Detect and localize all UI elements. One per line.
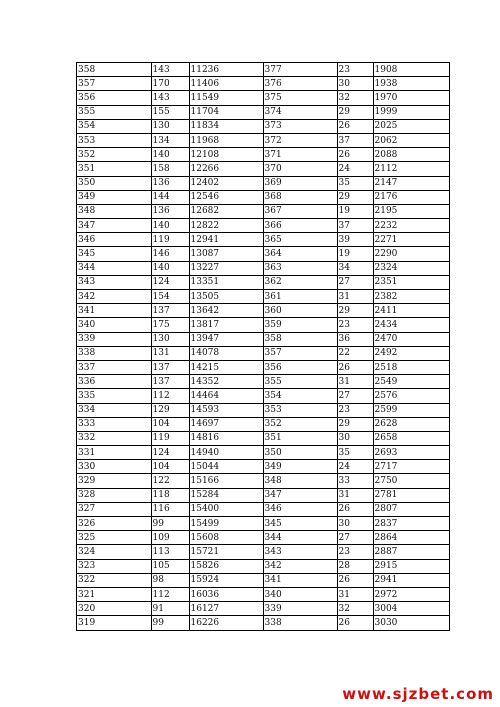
cell-score-b: 351 bbox=[263, 431, 337, 445]
cell-cumulative-a: 12266 bbox=[189, 162, 263, 176]
table-row bbox=[77, 474, 449, 488]
cell-count-a: 170 bbox=[151, 77, 189, 91]
cell-score-a: 329 bbox=[77, 474, 151, 488]
score-table-body bbox=[77, 63, 449, 631]
cell-count-b: 27 bbox=[337, 275, 373, 289]
cell-score-b: 358 bbox=[263, 332, 337, 346]
cell-score-a: 344 bbox=[77, 261, 151, 275]
table-row bbox=[77, 219, 449, 233]
cell-cumulative-a: 14816 bbox=[189, 431, 263, 445]
cell-cumulative-a: 15284 bbox=[189, 488, 263, 502]
cell-score-a: 354 bbox=[77, 119, 151, 133]
cell-count-b: 35 bbox=[337, 446, 373, 460]
cell-cumulative-b: 2941 bbox=[373, 573, 449, 587]
cell-count-b: 26 bbox=[337, 360, 373, 374]
cell-count-a: 122 bbox=[151, 474, 189, 488]
cell-cumulative-a: 11968 bbox=[189, 133, 263, 147]
cell-score-a: 339 bbox=[77, 332, 151, 346]
cell-cumulative-a: 13817 bbox=[189, 318, 263, 332]
table-row bbox=[77, 616, 449, 630]
cell-score-a: 327 bbox=[77, 502, 151, 516]
table-row bbox=[77, 162, 449, 176]
cell-cumulative-a: 14078 bbox=[189, 346, 263, 360]
cell-score-b: 369 bbox=[263, 176, 337, 190]
cell-count-b: 31 bbox=[337, 375, 373, 389]
cell-score-a: 330 bbox=[77, 460, 151, 474]
cell-cumulative-b: 3030 bbox=[373, 616, 449, 630]
cell-score-a: 340 bbox=[77, 318, 151, 332]
cell-count-a: 119 bbox=[151, 431, 189, 445]
table-row bbox=[77, 559, 449, 573]
cell-count-a: 155 bbox=[151, 105, 189, 119]
cell-count-a: 99 bbox=[151, 517, 189, 531]
cell-count-a: 158 bbox=[151, 162, 189, 176]
cell-score-a: 323 bbox=[77, 559, 151, 573]
table-row bbox=[77, 360, 449, 374]
table-row bbox=[77, 332, 449, 346]
cell-score-a: 351 bbox=[77, 162, 151, 176]
cell-count-b: 27 bbox=[337, 389, 373, 403]
cell-score-a: 334 bbox=[77, 403, 151, 417]
cell-cumulative-a: 13947 bbox=[189, 332, 263, 346]
table-row bbox=[77, 275, 449, 289]
cell-count-a: 136 bbox=[151, 204, 189, 218]
cell-count-a: 137 bbox=[151, 360, 189, 374]
cell-count-a: 129 bbox=[151, 403, 189, 417]
cell-cumulative-a: 13351 bbox=[189, 275, 263, 289]
cell-count-b: 19 bbox=[337, 204, 373, 218]
cell-count-b: 23 bbox=[337, 63, 373, 77]
cell-count-a: 143 bbox=[151, 63, 189, 77]
cell-count-a: 104 bbox=[151, 417, 189, 431]
cell-cumulative-a: 12402 bbox=[189, 176, 263, 190]
cell-count-b: 26 bbox=[337, 119, 373, 133]
cell-score-a: 341 bbox=[77, 304, 151, 318]
cell-score-b: 375 bbox=[263, 91, 337, 105]
cell-count-a: 98 bbox=[151, 573, 189, 587]
cell-score-a: 325 bbox=[77, 531, 151, 545]
cell-count-b: 37 bbox=[337, 133, 373, 147]
cell-count-b: 30 bbox=[337, 77, 373, 91]
cell-score-a: 352 bbox=[77, 148, 151, 162]
cell-count-a: 137 bbox=[151, 375, 189, 389]
cell-cumulative-b: 2434 bbox=[373, 318, 449, 332]
cell-cumulative-a: 15924 bbox=[189, 573, 263, 587]
table-row bbox=[77, 233, 449, 247]
table-row bbox=[77, 587, 449, 601]
cell-count-b: 34 bbox=[337, 261, 373, 275]
cell-score-b: 357 bbox=[263, 346, 337, 360]
cell-score-a: 343 bbox=[77, 275, 151, 289]
table-row bbox=[77, 446, 449, 460]
cell-score-b: 366 bbox=[263, 219, 337, 233]
cell-count-b: 32 bbox=[337, 91, 373, 105]
cell-cumulative-b: 2492 bbox=[373, 346, 449, 360]
cell-count-b: 31 bbox=[337, 587, 373, 601]
cell-count-b: 23 bbox=[337, 403, 373, 417]
cell-count-a: 143 bbox=[151, 91, 189, 105]
cell-count-a: 109 bbox=[151, 531, 189, 545]
cell-cumulative-b: 2232 bbox=[373, 219, 449, 233]
score-table bbox=[77, 62, 449, 631]
cell-score-a: 355 bbox=[77, 105, 151, 119]
cell-count-b: 37 bbox=[337, 219, 373, 233]
cell-count-b: 23 bbox=[337, 318, 373, 332]
cell-score-b: 367 bbox=[263, 204, 337, 218]
table-row bbox=[77, 190, 449, 204]
cell-cumulative-a: 12822 bbox=[189, 219, 263, 233]
cell-count-a: 154 bbox=[151, 290, 189, 304]
cell-count-b: 26 bbox=[337, 573, 373, 587]
table-row bbox=[77, 119, 449, 133]
cell-score-b: 365 bbox=[263, 233, 337, 247]
cell-count-a: 112 bbox=[151, 389, 189, 403]
cell-cumulative-b: 1938 bbox=[373, 77, 449, 91]
cell-count-b: 24 bbox=[337, 460, 373, 474]
cell-score-a: 326 bbox=[77, 517, 151, 531]
cell-cumulative-b: 2271 bbox=[373, 233, 449, 247]
cell-count-a: 105 bbox=[151, 559, 189, 573]
cell-cumulative-a: 13227 bbox=[189, 261, 263, 275]
cell-count-a: 144 bbox=[151, 190, 189, 204]
cell-count-a: 131 bbox=[151, 346, 189, 360]
cell-score-b: 368 bbox=[263, 190, 337, 204]
cell-score-b: 361 bbox=[263, 290, 337, 304]
cell-score-a: 322 bbox=[77, 573, 151, 587]
cell-cumulative-a: 15499 bbox=[189, 517, 263, 531]
table-row bbox=[77, 290, 449, 304]
table-row bbox=[77, 63, 449, 77]
cell-cumulative-b: 2549 bbox=[373, 375, 449, 389]
cell-score-b: 376 bbox=[263, 77, 337, 91]
cell-cumulative-a: 16036 bbox=[189, 587, 263, 601]
cell-score-b: 353 bbox=[263, 403, 337, 417]
cell-count-b: 33 bbox=[337, 474, 373, 488]
cell-count-b: 26 bbox=[337, 502, 373, 516]
cell-count-b: 28 bbox=[337, 559, 373, 573]
cell-score-a: 328 bbox=[77, 488, 151, 502]
cell-score-a: 333 bbox=[77, 417, 151, 431]
table-row bbox=[77, 148, 449, 162]
cell-count-a: 134 bbox=[151, 133, 189, 147]
cell-cumulative-a: 15826 bbox=[189, 559, 263, 573]
cell-count-b: 22 bbox=[337, 346, 373, 360]
cell-count-b: 29 bbox=[337, 190, 373, 204]
cell-cumulative-b: 2290 bbox=[373, 247, 449, 261]
cell-cumulative-a: 11834 bbox=[189, 119, 263, 133]
cell-count-a: 99 bbox=[151, 616, 189, 630]
cell-cumulative-b: 2470 bbox=[373, 332, 449, 346]
cell-count-b: 31 bbox=[337, 488, 373, 502]
cell-count-b: 26 bbox=[337, 148, 373, 162]
cell-cumulative-b: 2324 bbox=[373, 261, 449, 275]
cell-score-b: 348 bbox=[263, 474, 337, 488]
cell-cumulative-a: 16226 bbox=[189, 616, 263, 630]
table-row bbox=[77, 460, 449, 474]
cell-count-b: 35 bbox=[337, 176, 373, 190]
cell-cumulative-a: 12682 bbox=[189, 204, 263, 218]
cell-score-a: 331 bbox=[77, 446, 151, 460]
cell-cumulative-a: 16127 bbox=[189, 602, 263, 616]
table-row bbox=[77, 91, 449, 105]
cell-count-a: 124 bbox=[151, 446, 189, 460]
cell-cumulative-b: 2972 bbox=[373, 587, 449, 601]
table-row bbox=[77, 375, 449, 389]
cell-count-b: 30 bbox=[337, 517, 373, 531]
cell-score-a: 353 bbox=[77, 133, 151, 147]
cell-score-b: 377 bbox=[263, 63, 337, 77]
cell-count-a: 104 bbox=[151, 460, 189, 474]
cell-score-a: 350 bbox=[77, 176, 151, 190]
cell-count-b: 31 bbox=[337, 290, 373, 304]
cell-cumulative-a: 11549 bbox=[189, 91, 263, 105]
cell-score-b: 352 bbox=[263, 417, 337, 431]
table-row bbox=[77, 545, 449, 559]
table-row bbox=[77, 346, 449, 360]
table-row bbox=[77, 77, 449, 91]
table-row bbox=[77, 403, 449, 417]
cell-count-a: 130 bbox=[151, 119, 189, 133]
cell-cumulative-a: 13087 bbox=[189, 247, 263, 261]
table-row bbox=[77, 304, 449, 318]
cell-count-a: 112 bbox=[151, 587, 189, 601]
cell-cumulative-b: 2750 bbox=[373, 474, 449, 488]
cell-score-a: 320 bbox=[77, 602, 151, 616]
cell-cumulative-b: 2717 bbox=[373, 460, 449, 474]
cell-score-b: 374 bbox=[263, 105, 337, 119]
cell-cumulative-b: 2518 bbox=[373, 360, 449, 374]
cell-cumulative-b: 2176 bbox=[373, 190, 449, 204]
cell-score-a: 335 bbox=[77, 389, 151, 403]
cell-score-a: 342 bbox=[77, 290, 151, 304]
cell-score-b: 360 bbox=[263, 304, 337, 318]
cell-cumulative-a: 14464 bbox=[189, 389, 263, 403]
cell-count-b: 29 bbox=[337, 304, 373, 318]
table-row bbox=[77, 502, 449, 516]
site-watermark: www.sjzbet.com bbox=[342, 685, 494, 703]
cell-cumulative-b: 2411 bbox=[373, 304, 449, 318]
cell-score-a: 337 bbox=[77, 360, 151, 374]
cell-cumulative-a: 12108 bbox=[189, 148, 263, 162]
cell-cumulative-b: 2658 bbox=[373, 431, 449, 445]
cell-cumulative-b: 2807 bbox=[373, 502, 449, 516]
cell-cumulative-b: 2887 bbox=[373, 545, 449, 559]
cell-cumulative-a: 11704 bbox=[189, 105, 263, 119]
cell-score-a: 332 bbox=[77, 431, 151, 445]
cell-count-b: 27 bbox=[337, 531, 373, 545]
cell-cumulative-b: 2915 bbox=[373, 559, 449, 573]
table-row bbox=[77, 176, 449, 190]
cell-score-b: 350 bbox=[263, 446, 337, 460]
cell-score-a: 356 bbox=[77, 91, 151, 105]
cell-score-b: 362 bbox=[263, 275, 337, 289]
cell-cumulative-a: 14593 bbox=[189, 403, 263, 417]
cell-cumulative-a: 13505 bbox=[189, 290, 263, 304]
cell-score-a: 345 bbox=[77, 247, 151, 261]
cell-cumulative-a: 12546 bbox=[189, 190, 263, 204]
cell-score-b: 364 bbox=[263, 247, 337, 261]
cell-count-a: 124 bbox=[151, 275, 189, 289]
cell-score-a: 321 bbox=[77, 587, 151, 601]
cell-cumulative-b: 1908 bbox=[373, 63, 449, 77]
cell-cumulative-a: 15608 bbox=[189, 531, 263, 545]
cell-count-a: 140 bbox=[151, 261, 189, 275]
table-row bbox=[77, 318, 449, 332]
table-row bbox=[77, 105, 449, 119]
cell-cumulative-b: 2693 bbox=[373, 446, 449, 460]
cell-score-a: 338 bbox=[77, 346, 151, 360]
cell-count-a: 119 bbox=[151, 233, 189, 247]
cell-count-b: 19 bbox=[337, 247, 373, 261]
cell-cumulative-a: 15166 bbox=[189, 474, 263, 488]
cell-count-b: 30 bbox=[337, 431, 373, 445]
table-row bbox=[77, 389, 449, 403]
cell-score-b: 371 bbox=[263, 148, 337, 162]
cell-cumulative-a: 14697 bbox=[189, 417, 263, 431]
cell-score-a: 349 bbox=[77, 190, 151, 204]
table-row bbox=[77, 417, 449, 431]
cell-count-a: 175 bbox=[151, 318, 189, 332]
cell-cumulative-b: 2628 bbox=[373, 417, 449, 431]
cell-count-a: 116 bbox=[151, 502, 189, 516]
cell-cumulative-b: 2576 bbox=[373, 389, 449, 403]
cell-cumulative-b: 2062 bbox=[373, 133, 449, 147]
cell-cumulative-a: 11406 bbox=[189, 77, 263, 91]
cell-cumulative-b: 2781 bbox=[373, 488, 449, 502]
cell-score-a: 336 bbox=[77, 375, 151, 389]
cell-count-b: 23 bbox=[337, 545, 373, 559]
cell-score-a: 319 bbox=[77, 616, 151, 630]
cell-cumulative-a: 15044 bbox=[189, 460, 263, 474]
cell-score-b: 346 bbox=[263, 502, 337, 516]
cell-score-b: 342 bbox=[263, 559, 337, 573]
cell-cumulative-b: 2351 bbox=[373, 275, 449, 289]
table-row bbox=[77, 602, 449, 616]
cell-cumulative-b: 2837 bbox=[373, 517, 449, 531]
cell-score-b: 363 bbox=[263, 261, 337, 275]
cell-cumulative-b: 2599 bbox=[373, 403, 449, 417]
cell-cumulative-a: 13642 bbox=[189, 304, 263, 318]
table-row bbox=[77, 133, 449, 147]
cell-count-a: 113 bbox=[151, 545, 189, 559]
cell-cumulative-b: 2112 bbox=[373, 162, 449, 176]
table-row bbox=[77, 204, 449, 218]
cell-cumulative-b: 1999 bbox=[373, 105, 449, 119]
cell-count-b: 36 bbox=[337, 332, 373, 346]
cell-score-b: 359 bbox=[263, 318, 337, 332]
score-table-sheet bbox=[76, 62, 450, 631]
cell-cumulative-a: 14940 bbox=[189, 446, 263, 460]
cell-cumulative-a: 15400 bbox=[189, 502, 263, 516]
cell-count-b: 29 bbox=[337, 105, 373, 119]
cell-score-a: 347 bbox=[77, 219, 151, 233]
cell-count-a: 140 bbox=[151, 148, 189, 162]
cell-score-b: 356 bbox=[263, 360, 337, 374]
cell-score-b: 355 bbox=[263, 375, 337, 389]
cell-count-b: 26 bbox=[337, 616, 373, 630]
cell-count-a: 136 bbox=[151, 176, 189, 190]
cell-cumulative-b: 2195 bbox=[373, 204, 449, 218]
cell-count-a: 137 bbox=[151, 304, 189, 318]
table-row bbox=[77, 261, 449, 275]
table-row bbox=[77, 247, 449, 261]
cell-count-b: 39 bbox=[337, 233, 373, 247]
cell-cumulative-a: 11236 bbox=[189, 63, 263, 77]
cell-cumulative-b: 1970 bbox=[373, 91, 449, 105]
cell-count-b: 29 bbox=[337, 417, 373, 431]
cell-count-a: 91 bbox=[151, 602, 189, 616]
cell-count-a: 118 bbox=[151, 488, 189, 502]
cell-score-b: 372 bbox=[263, 133, 337, 147]
cell-score-a: 324 bbox=[77, 545, 151, 559]
cell-cumulative-b: 2147 bbox=[373, 176, 449, 190]
cell-cumulative-b: 2864 bbox=[373, 531, 449, 545]
table-row bbox=[77, 431, 449, 445]
cell-score-a: 346 bbox=[77, 233, 151, 247]
cell-score-b: 341 bbox=[263, 573, 337, 587]
cell-cumulative-b: 2382 bbox=[373, 290, 449, 304]
cell-count-a: 140 bbox=[151, 219, 189, 233]
cell-score-b: 349 bbox=[263, 460, 337, 474]
cell-count-a: 146 bbox=[151, 247, 189, 261]
cell-cumulative-a: 15721 bbox=[189, 545, 263, 559]
cell-cumulative-a: 14215 bbox=[189, 360, 263, 374]
cell-score-b: 373 bbox=[263, 119, 337, 133]
cell-score-b: 343 bbox=[263, 545, 337, 559]
table-row bbox=[77, 573, 449, 587]
cell-cumulative-b: 3004 bbox=[373, 602, 449, 616]
cell-count-b: 32 bbox=[337, 602, 373, 616]
cell-count-a: 130 bbox=[151, 332, 189, 346]
cell-score-a: 357 bbox=[77, 77, 151, 91]
cell-score-b: 338 bbox=[263, 616, 337, 630]
cell-score-b: 354 bbox=[263, 389, 337, 403]
cell-score-b: 370 bbox=[263, 162, 337, 176]
table-row bbox=[77, 531, 449, 545]
cell-score-b: 345 bbox=[263, 517, 337, 531]
cell-score-b: 344 bbox=[263, 531, 337, 545]
table-row bbox=[77, 488, 449, 502]
cell-score-b: 339 bbox=[263, 602, 337, 616]
cell-cumulative-a: 14352 bbox=[189, 375, 263, 389]
cell-cumulative-b: 2025 bbox=[373, 119, 449, 133]
cell-cumulative-a: 12941 bbox=[189, 233, 263, 247]
cell-cumulative-b: 2088 bbox=[373, 148, 449, 162]
cell-score-a: 358 bbox=[77, 63, 151, 77]
cell-score-b: 347 bbox=[263, 488, 337, 502]
cell-score-b: 340 bbox=[263, 587, 337, 601]
cell-count-b: 24 bbox=[337, 162, 373, 176]
table-row bbox=[77, 517, 449, 531]
cell-score-a: 348 bbox=[77, 204, 151, 218]
